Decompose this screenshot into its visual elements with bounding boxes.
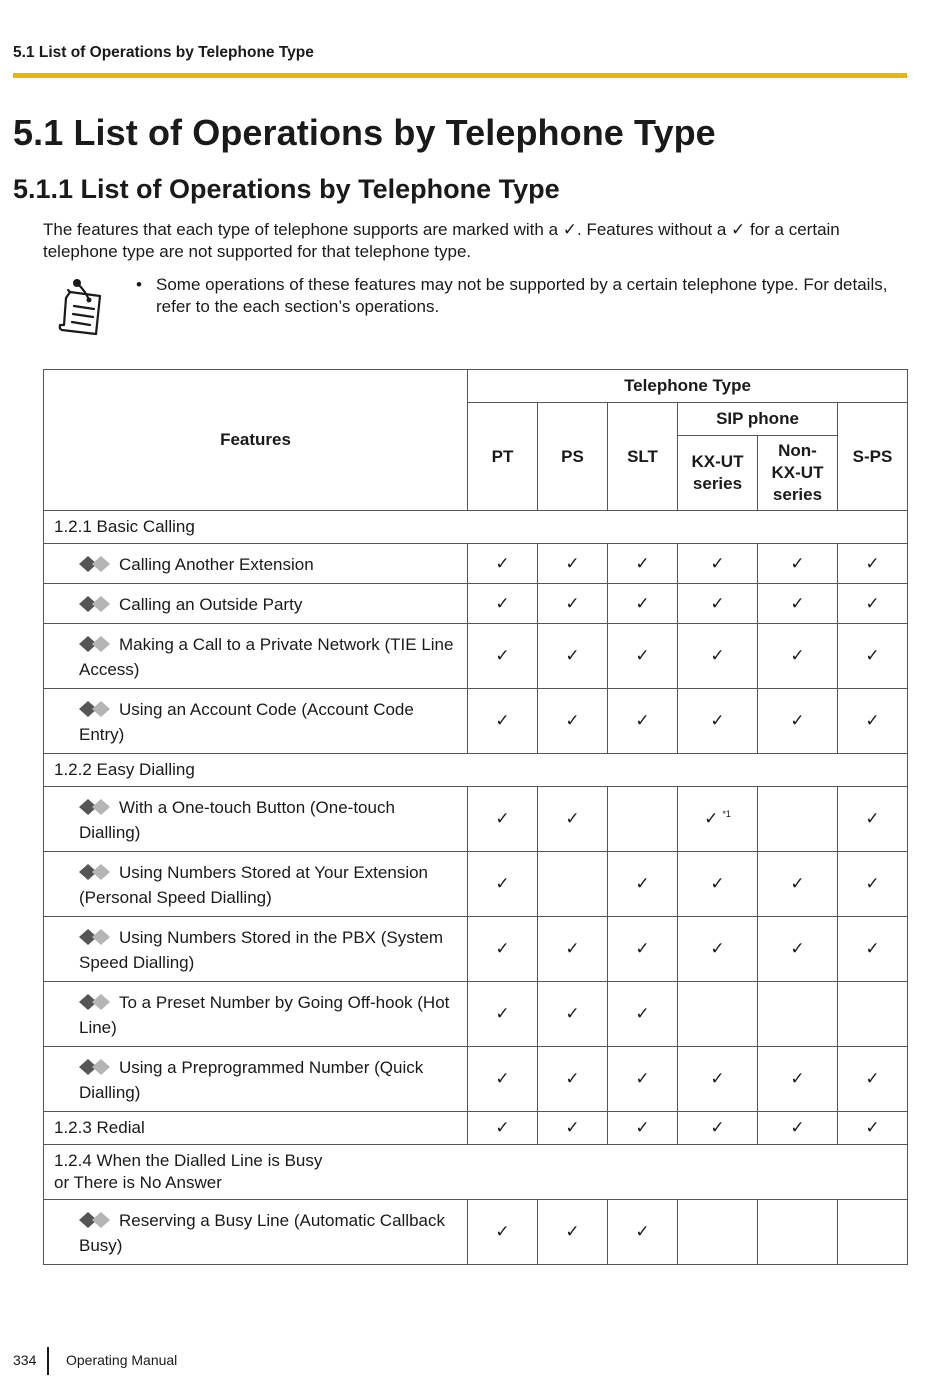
- support-cell: [758, 917, 838, 982]
- check-mark: ✓: [495, 1118, 510, 1138]
- support-cell: [538, 1200, 608, 1265]
- check-mark: ✓: [565, 553, 580, 574]
- check-mark: ✓: [495, 939, 510, 959]
- support-cell: [678, 624, 758, 689]
- feature-label: [44, 982, 468, 1047]
- section-row: [44, 1145, 908, 1200]
- support-cell: [468, 852, 538, 917]
- support-cell: [538, 689, 608, 754]
- check-mark: ✓: [710, 1118, 725, 1138]
- support-cell: [838, 1112, 908, 1145]
- check-mark: ✓: [565, 809, 580, 829]
- check-mark: ✓: [565, 1004, 580, 1024]
- support-cell: [468, 1200, 538, 1265]
- support-cell: [758, 852, 838, 917]
- support-cell: [678, 689, 758, 754]
- section-label: 1.2.3 Redial: [44, 1112, 468, 1145]
- support-cell: [468, 787, 538, 852]
- check-mark: ✓: [635, 1222, 650, 1242]
- check-mark: ✓: [495, 646, 510, 666]
- feature-text: Calling an Outside Party: [119, 595, 303, 614]
- footer-divider: [47, 1347, 49, 1375]
- footnote-mark: *1: [722, 809, 731, 820]
- note-item: [136, 274, 896, 318]
- check-mark: ✓: [495, 874, 510, 894]
- support-cell: [758, 584, 838, 624]
- support-cell: [678, 917, 758, 982]
- feature-text: Making a Call to a Private Network (TIE Line Access): [79, 635, 454, 679]
- support-cell: [538, 624, 608, 689]
- support-cell: [468, 544, 538, 584]
- support-cell: [608, 917, 678, 982]
- section-label: 1.2.2 Easy Dialling: [44, 754, 468, 787]
- check-mark: ✓: [710, 593, 725, 614]
- support-cell: [838, 584, 908, 624]
- check-mark: ✓: [635, 1118, 650, 1138]
- check-mark: ✓: [495, 553, 510, 574]
- check-mark: ✓: [495, 809, 510, 829]
- header-non-kx-ut: Non-KX-UT series: [758, 436, 838, 511]
- running-header: 5.1 List of Operations by Telephone Type: [13, 44, 314, 61]
- header-pt: PT: [468, 403, 538, 511]
- support-cell: [468, 917, 538, 982]
- section-row: [44, 754, 908, 787]
- check-mark: ✓: [790, 711, 805, 731]
- header-ps: PS: [538, 403, 608, 511]
- table-row: [44, 982, 908, 1047]
- support-cell: [678, 1047, 758, 1112]
- support-cell: [608, 787, 678, 852]
- support-cell: [608, 1200, 678, 1265]
- support-cell: [678, 982, 758, 1047]
- check-mark: ✓: [865, 593, 880, 614]
- feature-text: With a One-touch Button (One-touch Dialling): [79, 798, 395, 842]
- support-cell: [758, 1112, 838, 1145]
- phone-type-diamond-icon: [79, 1212, 115, 1228]
- note-icon: [56, 278, 112, 342]
- page-title: 5.1 List of Operations by Telephone Type: [13, 112, 716, 153]
- header-features: Features: [44, 370, 468, 511]
- support-cell: [468, 1112, 538, 1145]
- support-cell: [538, 544, 608, 584]
- feature-label: [44, 1200, 468, 1265]
- phone-type-diamond-icon: [79, 1059, 115, 1075]
- phone-type-diamond-icon: [79, 799, 115, 815]
- header-rule: [13, 73, 907, 78]
- check-mark: ✓: [635, 593, 650, 614]
- phone-type-diamond-icon: [79, 929, 115, 945]
- feature-label: [44, 624, 468, 689]
- support-cell: [758, 689, 838, 754]
- check-mark: ✓: [495, 1004, 510, 1024]
- phone-type-diamond-icon: [79, 596, 115, 612]
- support-cell: [608, 1112, 678, 1145]
- section-label: 1.2.1 Basic Calling: [44, 511, 468, 544]
- manual-title: Operating Manual: [66, 1352, 178, 1368]
- feature-label: [44, 544, 468, 584]
- support-cell: [758, 544, 838, 584]
- feature-label: [44, 1047, 468, 1112]
- feature-label: [44, 852, 468, 917]
- check-mark: ✓: [865, 939, 880, 959]
- support-cell: [678, 787, 758, 852]
- support-cell: [678, 544, 758, 584]
- check-mark: ✓: [635, 1004, 650, 1024]
- support-cell: [608, 689, 678, 754]
- feature-text: Using Numbers Stored at Your Extension (Personal Speed Dialling): [79, 863, 429, 907]
- check-mark: ✓: [865, 1069, 880, 1089]
- phone-type-diamond-icon: [79, 636, 115, 652]
- feature-text: Reserving a Busy Line (Automatic Callback Busy): [79, 1211, 445, 1255]
- page-number: 334: [13, 1352, 37, 1368]
- table-row: [44, 624, 908, 689]
- section-filler: [468, 754, 908, 787]
- support-cell: [838, 624, 908, 689]
- check-mark: ✓: [865, 809, 880, 829]
- support-cell: [678, 1200, 758, 1265]
- header-telephone-type: Telephone Type: [468, 370, 908, 403]
- section-row: [44, 1112, 908, 1145]
- feature-label: [44, 917, 468, 982]
- check-mark: ✓: [635, 646, 650, 666]
- check-mark: ✓: [865, 874, 880, 894]
- feature-text: Calling Another Extension: [119, 555, 314, 574]
- support-cell: [838, 544, 908, 584]
- support-cell: [608, 982, 678, 1047]
- support-cell: [838, 852, 908, 917]
- support-cell: [678, 852, 758, 917]
- check-mark: ✓: [790, 646, 805, 666]
- check-mark: ✓: [565, 593, 580, 614]
- support-cell: [538, 584, 608, 624]
- check-mark: ✓: [635, 553, 650, 574]
- support-cell: [608, 584, 678, 624]
- check-mark: ✓: [565, 939, 580, 959]
- check-mark: ✓: [710, 646, 725, 666]
- bullet: •: [136, 275, 142, 294]
- support-cell: [468, 1047, 538, 1112]
- phone-type-diamond-icon: [79, 864, 115, 880]
- support-cell: [608, 1047, 678, 1112]
- check-mark: ✓: [710, 553, 725, 574]
- support-cell: [468, 624, 538, 689]
- check-mark: ✓: [865, 553, 880, 574]
- support-cell: [838, 917, 908, 982]
- table-row: [44, 544, 908, 584]
- support-cell: [538, 1047, 608, 1112]
- support-cell: [538, 1112, 608, 1145]
- check-mark: ✓: [865, 646, 880, 666]
- check-mark: ✓: [495, 593, 510, 614]
- table-body: [44, 511, 908, 1265]
- support-cell: [608, 852, 678, 917]
- check-mark: ✓: [710, 874, 725, 894]
- support-cell: [838, 1047, 908, 1112]
- table-row: [44, 689, 908, 754]
- table-row: [44, 852, 908, 917]
- support-cell: [468, 584, 538, 624]
- check-mark: ✓: [790, 939, 805, 959]
- support-cell: [838, 787, 908, 852]
- check-mark: ✓: [495, 711, 510, 731]
- intro-paragraph: The features that each type of telephone supports are marked with a ✓. Features without a ✓ for a certain telephone type are not supported for that telephone type.: [43, 220, 840, 261]
- support-cell: [468, 689, 538, 754]
- check-mark: ✓: [790, 1069, 805, 1089]
- feature-text: To a Preset Number by Going Off-hook (Hot Line): [79, 993, 450, 1037]
- check-mark: ✓: [865, 1118, 880, 1138]
- support-cell: [838, 689, 908, 754]
- check-mark: ✓: [710, 939, 725, 959]
- support-cell: [758, 787, 838, 852]
- check-mark: ✓: [790, 874, 805, 894]
- check-mark: ✓: [565, 1222, 580, 1242]
- section-filler: [468, 511, 908, 544]
- support-cell: [838, 1200, 908, 1265]
- feature-text: Using an Account Code (Account Code Entry): [79, 700, 414, 744]
- table-row: [44, 1047, 908, 1112]
- phone-type-diamond-icon: [79, 994, 115, 1010]
- check-mark: ✓: [495, 1069, 510, 1089]
- feature-text: Using Numbers Stored in the PBX (System Speed Dialling): [79, 928, 444, 972]
- phone-type-diamond-icon: [79, 701, 115, 717]
- feature-label: [44, 689, 468, 754]
- section-row: [44, 511, 908, 544]
- check-mark: ✓: [790, 593, 805, 614]
- check-mark: ✓: [635, 939, 650, 959]
- check-mark: ✓: [565, 1069, 580, 1089]
- support-cell: [608, 624, 678, 689]
- check-mark: ✓: [565, 646, 580, 666]
- feature-label: [44, 584, 468, 624]
- check-mark: ✓: [865, 711, 880, 731]
- support-cell: [758, 624, 838, 689]
- support-cell: [758, 1047, 838, 1112]
- support-cell: [468, 982, 538, 1047]
- check-mark: ✓: [790, 553, 805, 574]
- header-s-ps: S-PS: [838, 403, 908, 511]
- table-row: [44, 787, 908, 852]
- check-mark: ✓: [565, 711, 580, 731]
- header-sip-phone: SIP phone: [678, 403, 838, 436]
- support-cell: [758, 982, 838, 1047]
- section-label: 1.2.4 When the Dialled Line is Busy or There is No Answer: [44, 1145, 468, 1200]
- check-mark: ✓: [710, 711, 725, 731]
- support-cell: [838, 982, 908, 1047]
- check-mark: ✓: [704, 809, 719, 829]
- support-cell: [758, 1200, 838, 1265]
- support-cell: [678, 584, 758, 624]
- check-mark: ✓: [635, 874, 650, 894]
- check-mark: ✓: [635, 711, 650, 731]
- phone-type-diamond-icon: [79, 556, 115, 572]
- check-mark: ✓: [710, 1069, 725, 1089]
- check-mark: ✓: [565, 1118, 580, 1138]
- feature-text: Using a Preprogrammed Number (Quick Dialling): [79, 1058, 424, 1102]
- feature-label: [44, 787, 468, 852]
- section-title: 5.1.1 List of Operations by Telephone Type: [13, 174, 560, 204]
- support-cell: [608, 544, 678, 584]
- check-mark: ✓: [790, 1118, 805, 1138]
- table-row: [44, 584, 908, 624]
- table-row: [44, 917, 908, 982]
- support-cell: [538, 852, 608, 917]
- operations-table: [43, 369, 908, 1265]
- header-slt: SLT: [608, 403, 678, 511]
- note-text: Some operations of these features may not be supported by a certain telephone type. For details, refer to the each section’s operations.: [156, 275, 888, 316]
- section-filler: [468, 1145, 908, 1200]
- check-mark: ✓: [495, 1222, 510, 1242]
- support-cell: [538, 982, 608, 1047]
- support-cell: [678, 1112, 758, 1145]
- support-cell: [538, 917, 608, 982]
- support-cell: [538, 787, 608, 852]
- check-mark: ✓: [635, 1069, 650, 1089]
- table-row: [44, 1200, 908, 1265]
- header-kx-ut: KX-UT series: [678, 436, 758, 511]
